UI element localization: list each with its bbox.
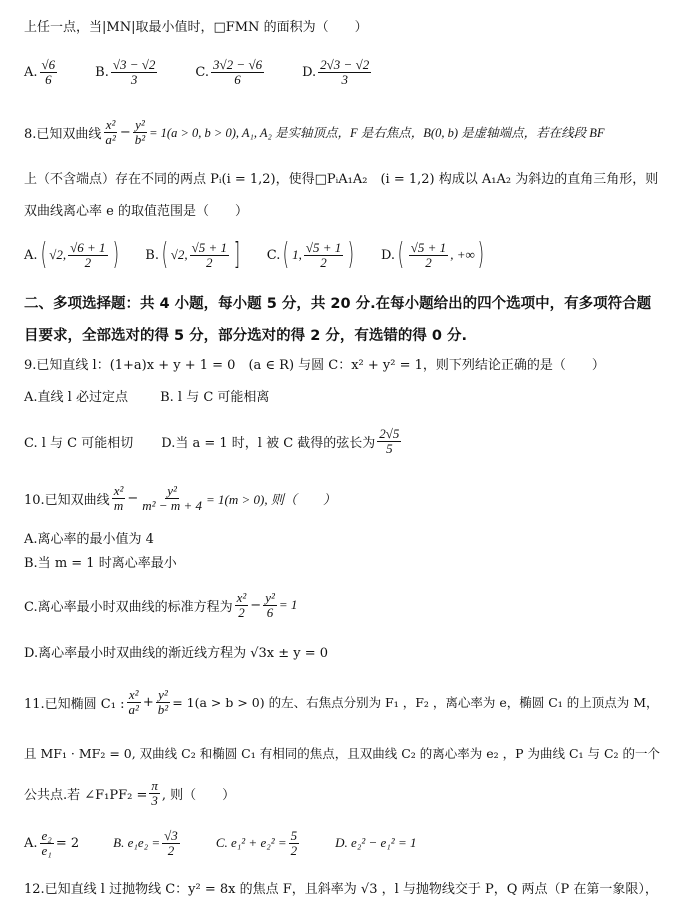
- q7-option-d: D. $\frac{2√3 - √2}{3}$: [302, 56, 370, 87]
- q11-stem-line2: 且 MF₁ · MF₂ = 0, 双曲线 C₂ 和椭圆 C₁ 有相同的焦点，且双曲线 C₂ 的离心率为 e₂ ，P 为曲线 C₁ 与 C₂ 的一个: [24, 746, 661, 761]
- q9-option-d: D.当 a = 1 时，l 被 C 截得的弦长为 $\frac{2√5}{5}$: [161, 425, 400, 456]
- q11-option-b: B. e₁e₂ = $\frac{√3}{2}$: [113, 827, 178, 858]
- q11-options: [24, 822, 416, 864]
- q7-stem-continuation: 上任一点，当|MN|取最小值时，□FMN 的面积为（ ）: [24, 20, 368, 35]
- q9-option-a: A.直线 l 必过定点: [24, 390, 128, 405]
- q9-options-cd: [24, 420, 403, 462]
- q12-stem: 12.已知直线 l 过抛物线 C：y² = 8x 的焦点 F，且斜率为 √3 ，l 与抛物线交于 P，Q 两点（P 在第一象限），: [24, 882, 658, 897]
- q10-option-a: A.离心率的最小值为 4: [24, 532, 154, 547]
- q11-stem: 11.已知椭圆 C₁ : $\frac{\text{x²}}{\text{a²}}$ + $\frac{\text{y²}}{\text{b²}}$ = 1(a > b > 0) 的左、右焦点分别为 F₁ ，F₂ ，离心率为 e，椭圆 C₁ 的上顶点为 M，: [24, 686, 659, 717]
- section-heading-line2: 目要求，全部选对的得 5 分，部分选对的得 2 分，有选错的得 0 分.: [24, 328, 468, 344]
- q9-stem: 9.已知直线 l：(1+a)x + y + 1 = 0 (a ∈ R) 与圆 C：x² + y² = 1，则下列结论正确的是（ ）: [24, 358, 605, 373]
- section-heading-line1: 二、多项选择题：共 4 小题，每小题 5 分，共 20 分.在每小题给出的四个选项中，有多项符合题: [24, 296, 652, 312]
- q8-option-a: A. ( √2, $\frac{√6 + 1}{2}$ ): [24, 237, 119, 272]
- q10-stem: 10.已知双曲线 $\frac{\text{x²}}{m}$ − $\frac{\text{y²}}{\text{m² − m + 4}}$ = 1(m > 0), 则（ ）: [24, 482, 336, 513]
- q9-options-ab: [24, 388, 269, 408]
- q8-stem: 8.已知双曲线 $\frac{\text{x²}}{\text{a²}}$ − $\frac{\text{y²}}{\text{b²}}$ = 1(a > 0, b > 0), A₁, A₂ 是实轴顶点，F 是右焦点，B(0, b) 是虚轴端点，若在线段 BF: [24, 116, 605, 147]
- q7-option-a: A. $\frac{√6}{6}$: [24, 56, 56, 87]
- q8-option-b: B. ( √2, $\frac{√5 + 1}{2}$ ]: [145, 237, 241, 272]
- q7-option-c: C. $\frac{3√2 - √6}{6}$: [195, 56, 263, 87]
- q8-option-d: D. ( $\frac{√5 + 1}{2}$ , +∞ ): [380, 237, 484, 272]
- q11-stem-line3: 公共点.若 ∠F₁PF₂ = $\frac{\pi}{3}$ , 则（ ）: [24, 777, 236, 808]
- q7-options: [24, 50, 373, 94]
- q10-option-d: D.离心率最小时双曲线的渐近线方程为 √3x ± y = 0: [24, 646, 329, 661]
- q9-option-b: B. l 与 C 可能相离: [160, 390, 270, 405]
- q10-option-c: C.离心率最小时双曲线的标准方程为 $\frac{\text{x²}}{2}$ − $\frac{\text{y²}}{6}$ = 1: [24, 589, 298, 620]
- q8-option-c: C. ( 1, $\frac{√5 + 1}{2}$ ): [266, 237, 355, 272]
- q8-stem-line3: 双曲线离心率 e 的取值范围是（ ）: [24, 204, 248, 219]
- q11-option-c: C. e₁² + e₂² = $\frac{5}{2}$: [215, 827, 298, 858]
- q11-option-a: A. $\frac{\text{e₂}}{\text{e₁}}$ = 2: [24, 827, 80, 858]
- q10-option-b: B.当 m = 1 时离心率最小: [24, 556, 177, 571]
- q8-options: [24, 232, 486, 278]
- q7-option-b: B. $\frac{√3 - √2}{3}$: [95, 56, 156, 87]
- q8-stem-line2: 上（不含端点）存在不同的两点 Pᵢ(i = 1,2)，使得□PᵢA₁A₂ (i = 1,2) 构成以 A₁A₂ 为斜边的直角三角形，则: [24, 172, 659, 187]
- q9-option-c: C. l 与 C 可能相切: [24, 435, 134, 451]
- q11-option-d: D. e₂² − e₁² = 1: [335, 835, 417, 850]
